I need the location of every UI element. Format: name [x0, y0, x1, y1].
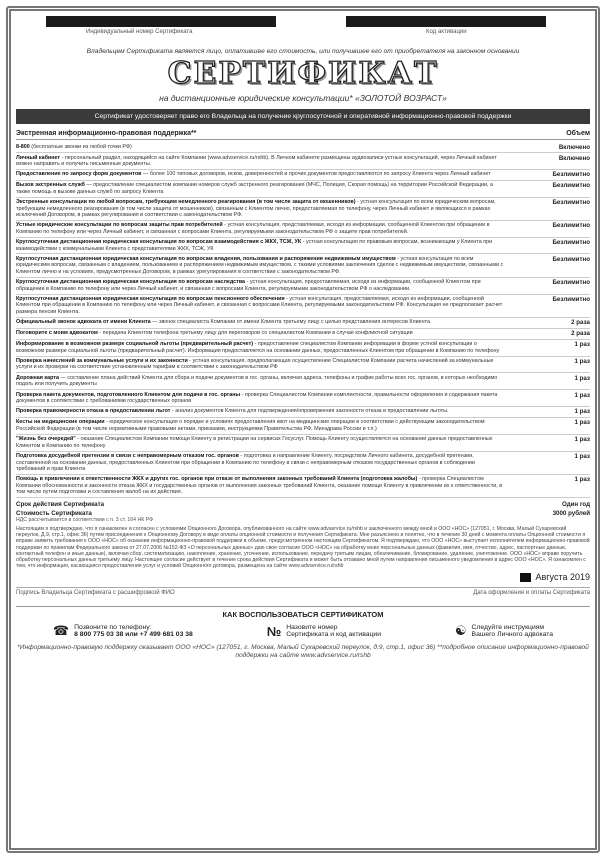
- service-text: - подготовка и направление Клиенту, посредством Личного кабинета, досудебной претензии, составленной на основании данных, предоставленных Клиентом при обращении в Компанию по телефону в связи с неправомерным отказом государственных органов в соблюдении требований и прав Клиента: [16, 453, 475, 472]
- service-text: - устная консультация, предполагающая осуществление Специалистом Компании расчета начислений за коммунальные услуги и их проверки на соответствие установленным тарифам в соответствии с законодательством РФ: [16, 358, 494, 371]
- how-step-call-line2: 8 800 775 03 38 или +7 499 681 03 38: [74, 631, 193, 639]
- service-row: [16, 407, 590, 418]
- service-text: — предоставление специалистом компании номеров служб экстренного реагирования (МЧС, Полиция, Скорая помощь) на территории Российской Федерации, а также помощь в вызове данных служб по запросу Клиента: [16, 182, 493, 195]
- service-volume: Безлимитно: [552, 255, 590, 263]
- service-description: [16, 222, 504, 235]
- service-row: [16, 295, 590, 318]
- service-title: Вызов экстренных служб: [16, 182, 85, 189]
- service-volume: Включено: [558, 154, 590, 162]
- signature-row: [16, 587, 590, 596]
- service-description: [16, 171, 504, 177]
- service-description: [16, 296, 504, 315]
- how-step-follow-line2: Вашего Личного адвоката: [471, 631, 554, 639]
- service-text: (бесплатные звонки из любой точки РФ): [31, 143, 132, 150]
- service-text: - передача Клиентом телефона третьему лицу для переговоров со специалистом Компании в случае конфликтной ситуации: [99, 330, 413, 337]
- activation-code-field: [346, 16, 546, 35]
- individual-number-field: [46, 16, 276, 35]
- service-row: [16, 475, 590, 498]
- certificate-banner: Сертификат удостоверяет право его Владельца на получение круглосуточной и оперативной информационно-правовой поддержки: [16, 109, 590, 124]
- service-volume: Безлимитно: [552, 296, 590, 303]
- service-volume: 1 раз: [574, 419, 590, 427]
- number-icon: №: [266, 623, 282, 639]
- service-text: - анализ документов Клиента для подтверждения/опровержения законности отказа в предоставлении льготы.: [171, 408, 449, 415]
- service-volume: Безлимитно: [552, 239, 590, 247]
- validity-label: Срок действия Сертификата: [16, 501, 105, 509]
- service-title: Предоставление по запросу форм документов: [16, 171, 142, 178]
- service-row: [16, 181, 590, 198]
- service-volume: Безлимитно: [552, 222, 590, 230]
- service-text: — более 100 типовых договоров, исков, доверенностей и прочих документов предоставляются по запросу Клиента через Личный кабинет: [142, 171, 491, 178]
- service-title: Официальный звонок адвоката от имени Клиента: [16, 319, 151, 326]
- service-row: [16, 318, 590, 329]
- service-title: Круглосуточная дистанционная юридическая консультация по вопросам владения, пользования и распоряжения недвижимым имуществом: [16, 255, 396, 262]
- how-to-use-section: [16, 606, 590, 660]
- service-text: - оказание Специалистом Компании помощи Клиенту в регистрации на сервисах Госуслуг. Помощь Клиенту осуществляется на основании данных предоставленных Клиентом в Компанию по телефону: [16, 436, 493, 449]
- service-description: [16, 155, 504, 168]
- services-header-name: Экстренная информационно-правовая поддержка**: [16, 130, 197, 137]
- service-volume: 1 раз: [574, 436, 590, 444]
- service-description: [16, 256, 504, 275]
- service-text: — звонок специалиста Компании от имени Клиента третьему лицу с целью представления интересов Клиента.: [152, 319, 432, 326]
- service-description: [16, 392, 504, 405]
- phone-icon: ☎: [52, 623, 70, 639]
- service-volume: 1 раз: [574, 341, 590, 349]
- service-description: [16, 279, 504, 292]
- service-volume: Включено: [558, 143, 590, 151]
- service-description: [16, 375, 504, 388]
- service-row: [16, 390, 590, 407]
- service-description: [16, 408, 504, 414]
- footnote: *Информационно-правовую поддержку оказывает ООО «НОС» (127051, г. Москва, Малый Сухаревский переулок, д.9, стр.1, офис 36) **подробное описание информационно-правовой поддержки на сайте www.advservice.ru/rshb: [17, 644, 589, 660]
- service-row: [16, 418, 590, 435]
- service-volume: Безлимитно: [552, 279, 590, 287]
- people-icon: ☯: [454, 623, 467, 639]
- service-title: Кесты на медицинские операции: [16, 419, 105, 426]
- service-title: Информирование в возможном размере социальной льготы (предварительный расчет): [16, 341, 254, 348]
- validity-value: Один год: [562, 501, 590, 509]
- service-title: Экстренные консультации по любой вопросам, требующим немедленного реагирования (в том числе защита от мошенников): [16, 199, 356, 206]
- service-text: - устная консультация по правовым вопросам, возникающим у Клиента при взаимодействии с коммунальными Клиента с представителями ЖКХ, ТСЖ, УК: [16, 239, 493, 252]
- how-step-follow-line1: Следуйте инструкциям: [471, 624, 545, 632]
- how-step-number: [267, 624, 381, 639]
- cost-row: [16, 510, 590, 517]
- service-text: - проверка Специалистом Компании комплектности, правильности оформления и содержания пакета документов в соответствии с требованиями государственных органов: [16, 391, 498, 405]
- service-title: 8-800: [16, 143, 30, 150]
- how-step-follow: [455, 623, 553, 639]
- service-description: [16, 419, 504, 432]
- owner-signature-label: Подпись Владельца Сертификата с расшифровкой ФИО: [16, 590, 175, 597]
- service-row: [16, 357, 590, 374]
- service-row: [16, 340, 590, 357]
- service-volume: 1 раз: [574, 453, 590, 461]
- service-title: Круглосуточная дистанционная юридическая консультация по вопросам наследства: [16, 279, 246, 286]
- legal-text: Настоящим я подтверждаю, что я ознакомлен и согласен с условиями Опционного Договора, опубликованного на сайте www.advservice.ru/rshb и заключенного между мной и ООО «НОС» (127051, г. Москва, Малый Сухаревский переулок, Д.9, стр.1, офис 36) путем присоединения к Опционному Договору в виде оплаты опционной стоимости и получения Сертификата. Мне разъяснено и понятно, что в течение 30 дней с момента оплаты Опционной стоимости я вправе заявить требования к ООО «НОС» об оказании информационно-правовой поддержки в объеме, предусмотренном настоящим Сертификатом. Я подтверждаю, что ООО «НОС» выступает исполнителем информационно-правовой поддержки по правилам Федерального закона от 27.07.2006 №152-ФЗ «О персональных данных» даю свое согласие ООО «НОС» на обработку моих персональных данных (фамилия, имя, отчество, адрес, паспортные данные, контактный телефон и иные данные), включая сбор, систематизацию, накопление, хранение, уточнение, использование, передачу третьим лицам, обезличивание, блокирование, удаление, уничтожение. ООО «НОС» вправе поручить обработку персональных данных третьему лицу. Настоящее согласие действует в течение срока действия Сертификата и может быть отозвано мной путем направления письменного уведомления в адрес ООО «НОС». Я ознакомлен с тем, что информация, касающаяся предоставления услуг и условий Опционного договора, размещена на сайте www.advservice.ru/rshb: [16, 526, 590, 570]
- how-to-use-title: КАК ВОСПОЛЬЗОВАТЬСЯ СЕРТИФИКАТОМ: [222, 610, 384, 620]
- service-text: - устная консультация по всем юридическим вопросам, требующим немедленного реагирования (в том числе защита от мошенников), связанным с Клиентом лично, предоставляемая по телефону, через Личный кабинет и являющихся в рамках исключений Договором, в рамках регулирования в соответствии с законодательством РФ.: [16, 199, 496, 218]
- service-volume: 1 раз: [574, 476, 590, 484]
- date-row: [16, 572, 590, 582]
- date-day-redacted: [520, 573, 531, 582]
- cost-label: Стоимость Сертификата: [16, 510, 92, 518]
- service-row: [16, 278, 590, 295]
- services-list: [16, 142, 590, 498]
- services-header-volume: Объем: [566, 130, 590, 137]
- service-text: - устная консультация, предоставляемая, исходя из информации, сообщенной Клиентом при обращении в Компанию по телефону или через Личный кабинет, и связанная с вопросами Клиента, регулируемыми законодательством РФ. Консультация не предполагает расчет размера пенсии Клиента.: [16, 296, 503, 315]
- service-volume: Безлимитно: [552, 182, 590, 190]
- service-text: - персональный раздел, находящийся на сайте Компании (www.advservice.ru/rshb). В Личном кабинете размещены аудиозаписи устных консультаций, через Личный кабинет можно направить и получить письменные документы.: [16, 154, 497, 167]
- service-text: - устная консультация по всем юридическим вопросам, связанным с владением, пользованием и распоряжением недвижимым имуществом, с такими условиями заключения сделок с недвижимым имуществом, связанными с Клиентом лично и на условиях, предусмотренных Договором, в рамках урегулирования в соответствии с законодательством РФ.: [16, 255, 504, 275]
- how-step-number-line2: Сертификата и код активации: [286, 631, 382, 639]
- service-row: [16, 142, 590, 153]
- cost-note: НДС рассчитывается в соответствии с п. 3 ст. 164 НК РФ: [16, 517, 154, 524]
- certificate-meta: [16, 501, 590, 523]
- page-title: СЕРТИФИКАТ: [167, 56, 439, 91]
- service-title: Круглосуточная дистанционная юридическая консультация по вопросам взаимодействия с ЖКХ, ТСЖ, УК: [16, 239, 302, 246]
- individual-number-label: Индивидуальный номер Сертификата: [86, 29, 193, 35]
- owner-note: Владельцем Сертификата является лицо, оплатившее его стоимость, или получившее его от приобретателя на законном основании: [86, 48, 520, 55]
- service-row: [16, 238, 590, 255]
- service-description: [16, 239, 504, 252]
- service-description: [16, 199, 504, 218]
- service-row: [16, 170, 590, 181]
- service-text: - устная консультация, предоставляемая, исходя из информации, сообщенной Клиентом при обращении в Компанию по телефону или через Личный кабинет, и связанная с вопросами Клиента, регулируемыми законодательством РФ о наследовании.: [16, 279, 481, 292]
- issue-date-label: Дата оформления и оплаты Сертификата: [473, 590, 590, 597]
- service-row: [16, 373, 590, 390]
- service-description: [16, 319, 504, 325]
- activation-code-label: Код активации: [426, 29, 467, 35]
- service-title: Поговорите с моим адвокатом: [16, 330, 98, 337]
- service-title: Личный кабинет: [16, 154, 61, 161]
- service-row: [16, 435, 590, 452]
- individual-number-redacted: [46, 16, 276, 27]
- service-volume: Безлимитно: [552, 171, 590, 179]
- page-subtitle: на дистанционные юридические консультации* «ЗОЛОТОЙ ВОЗРАСТ»: [159, 93, 447, 103]
- service-title: Проверка начислений за коммунальные услуги и их законности: [16, 358, 188, 365]
- service-description: [16, 144, 504, 150]
- service-volume: 1 раз: [574, 391, 590, 399]
- service-row: [16, 221, 590, 238]
- service-row: [16, 254, 590, 277]
- service-text: — составление плана действий Клиента для сбора и подачи документов в гос. органы, включая адреса, телефоны и график работы всех гос. органов, в которых необходимо подать или получить документы: [16, 374, 498, 388]
- service-volume: 2 раза: [571, 330, 590, 338]
- service-description: [16, 182, 504, 195]
- service-description: [16, 330, 504, 336]
- service-description: [16, 341, 504, 354]
- services-header: [16, 130, 590, 140]
- service-text: - предоставление специалистом Компании информации в форме устной консультации о возможном размере социальной льготы (предварительный расчет). Информация предоставляется на основании данных, предоставленных Клиентом при обращении в Компанию по телефону: [16, 341, 500, 354]
- how-step-call-line1: Позвоните по телефону:: [74, 624, 152, 632]
- service-volume: 1 раз: [574, 408, 590, 416]
- how-to-use-steps: [16, 623, 590, 639]
- service-volume: 2 раза: [571, 319, 590, 327]
- service-description: [16, 453, 504, 472]
- service-title: Круглосуточная дистанционная юридическая консультация по вопросам пенсионного обеспечения: [16, 296, 285, 302]
- how-step-call: [53, 623, 193, 639]
- service-title: Подготовка досудебной претензии в связи с неправомерным отказом гос. органов: [16, 453, 239, 460]
- how-step-number-line1: Назовите номер: [286, 624, 338, 632]
- service-description: [16, 436, 504, 449]
- service-title: "Жизнь без очередей": [16, 436, 76, 443]
- service-volume: 1 раз: [574, 358, 590, 366]
- service-volume: Безлимитно: [552, 199, 590, 207]
- service-row: [16, 452, 590, 475]
- cost-value: 3000 рублей: [552, 510, 590, 518]
- service-title: Проверка пакета документов, подготовленного Клиентом для подачи в гос. органы: [16, 391, 241, 398]
- service-text: - юридическое консультация о порядке и условиях предоставления квот на медицинские операции в соответствии с действующим законодательством Российской Федерации (в том числе нормативными правовыми актами, приказами, инструкциями Правительства РФ, Минздрава России и т.п.): [16, 419, 485, 432]
- top-fields: [16, 14, 590, 44]
- service-description: [16, 476, 504, 495]
- service-title: Дорожная карта: [16, 374, 59, 381]
- service-title: Устные юридические консультации по вопросам защиты прав потребителей: [16, 222, 223, 229]
- service-description: [16, 358, 504, 371]
- service-row: [16, 198, 590, 221]
- certificate-content: [16, 14, 590, 842]
- issue-date: Августа 2019: [535, 572, 590, 583]
- service-row: [16, 153, 590, 170]
- service-title: Проверка правомерности отказа в предоставлении льгот: [16, 408, 171, 415]
- service-row: [16, 329, 590, 340]
- service-text: - проверка Специалистом Компании обоснованности и законности отказа ЖКХ и государственных органов от выполнения законных требований Клиента, оказание помощи Клиенту в привлечении их к ответственности, в том числе путем подготовки и составления жалоб на их действия.: [16, 476, 503, 496]
- service-volume: 1 раз: [574, 374, 590, 382]
- service-text: - устная консультация, представляемая, исходя из информации, сообщенной Клиентом при обращении в Компанию по телефону или через Личный кабинет, и связанная с вопросами Клиента, регулируемыми законодательством РФ о защите прав потребителей.: [16, 222, 490, 235]
- service-title: Помощь в привлечении к ответственности ЖКХ и других гос. органов при отказе от выполнения законных требований Клиента (подготовка жалобы): [16, 476, 418, 483]
- activation-code-redacted: [346, 16, 546, 27]
- validity-row: [16, 501, 590, 508]
